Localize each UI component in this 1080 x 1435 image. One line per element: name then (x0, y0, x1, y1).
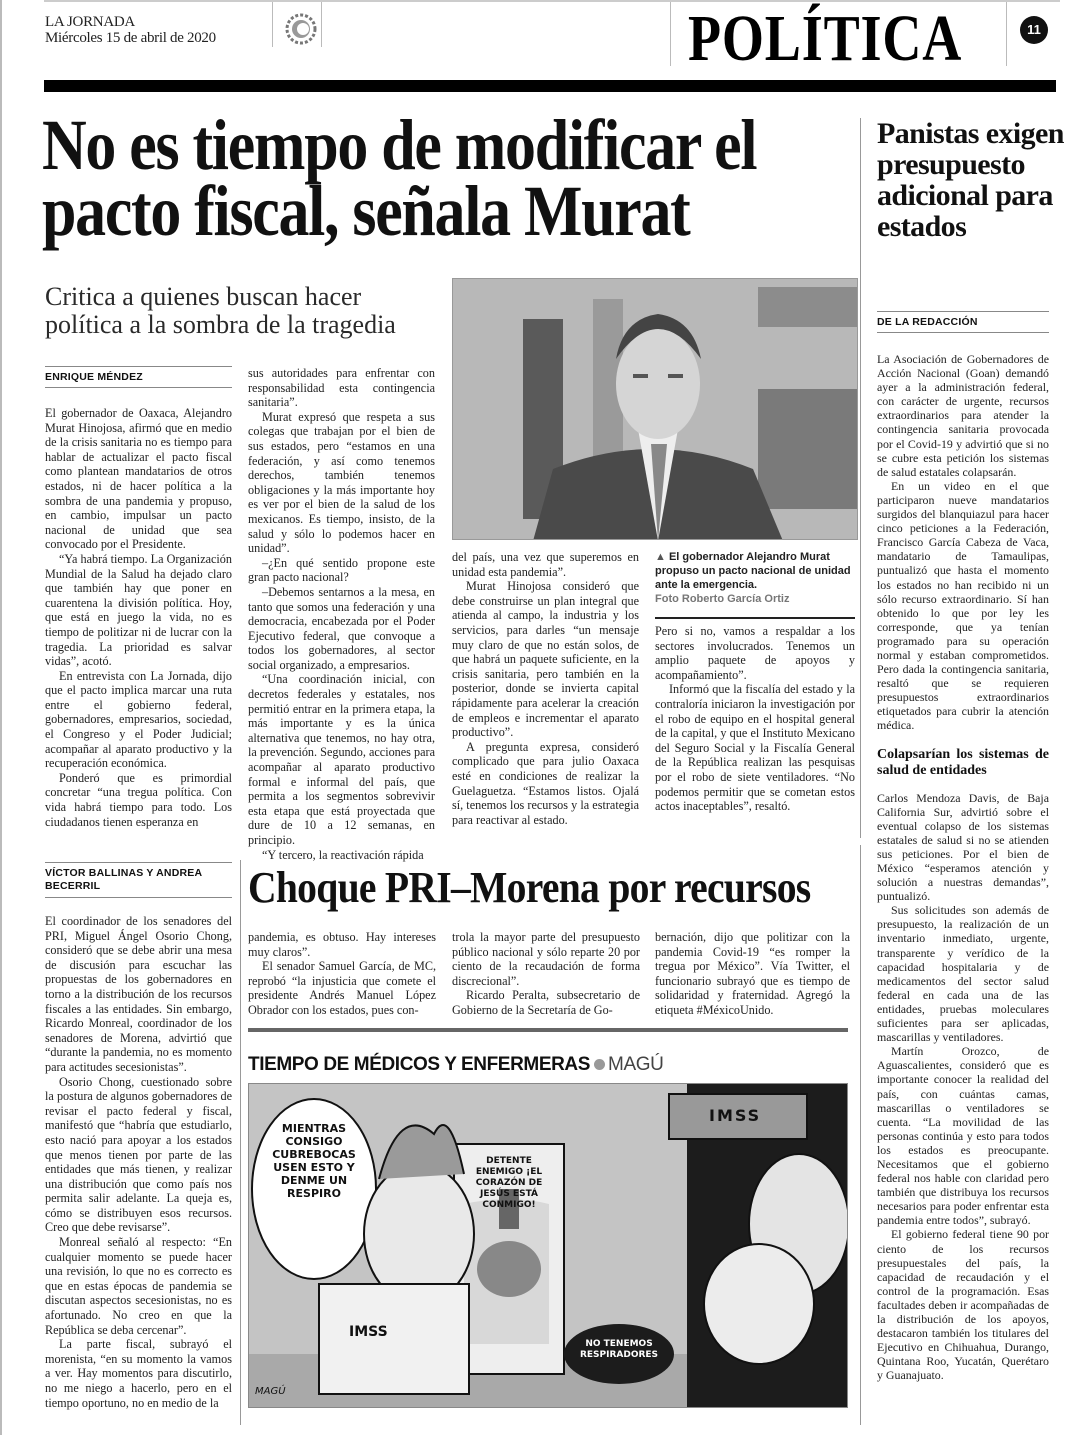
main-column-3 (452, 550, 639, 827)
paragraph: El gobernador de Oaxaca, Alejandro Murat Hinojosa, afirmó que en medio de la crisis sanitaria no es tiempo para hablar de actualizar el pacto fiscal como plantean mandatarios de otros estados, ni de hacer política a la sombra de una pandemia y propuso, en cambio, impulsar un pacto nacional de unidad que sea convocado por el Presidente. (45, 406, 232, 552)
photo-credit: Foto Roberto García Ortiz (655, 593, 790, 605)
paragraph: –Debemos sentarnos a la mesa, en tanto que somos una federación y una democracia, encabezada por el Poder Ejecutivo federal, que convoque a todos los gobernadores, al sector social organizado, a empresarios. (248, 584, 435, 672)
paragraph: La parte fiscal, subrayó el morenista, “en su momento la vamos a ver. Hay momentos para discutirlo, no me niego a hacerlo, pero en el tiempo oportuno, no en medio de la (45, 1337, 232, 1410)
paragraph: “Ya habrá tiempo. La Organización Mundial de la Salud ha dejado claro que también hay que poner en cuarentena la división política. Hoy, que está en juego la vida, no es tiempo de politizar ni de lucrar con la tragedia. La prioridad es salvar vidas”, acotó. (45, 551, 232, 669)
second-column-3 (452, 930, 640, 1018)
paragraph: pandemia, es obtuso. Hay intereses muy claros”. (248, 930, 436, 959)
paragraph: Osorio Chong, cuestionado sobre la postura de algunos gobernadores de revisar el pacto federal y fiscal, manifestó que “habría que estudiarlo, esto nació para apoyar a los estados que menos tienen por parte de las entidades que más tienen, y realizar una distribución que como país nos permita salir adelante. La queja es, cómo se distribuyen esos recursos. Creo que debe revisarse”. (45, 1074, 232, 1235)
masthead-info (45, 14, 216, 46)
speech-bubble-right: NO TENEMOS RESPIRADORES (579, 1339, 659, 1360)
paragraph: Informó que la fiscalía del estado y la contraloría iniciaron la investigación por el robo de equipo en el hospital general de la capital, y que el Instituto Mexicano del Seguro Social y la Fiscalía General de la República realizan las pesquisas por el robo de siete ventiladores. “No podemos permitir que se cometan estos actos inaceptables”, resaltó. (655, 682, 855, 814)
section-title: POLÍTICA (688, 2, 963, 75)
main-headline: No es tiempo de modificar el pacto fiscal, señala Murat (42, 105, 757, 251)
paragraph: En un video en el que participaron nueve mandatarios surgidos del blanquiazul para hacer cinco peticiones a la Federación, Francisco García Cabeza de Vaca, mandatario de Tamaulipas, puntualizó que hasta el momento los estados no han recibido ni un sólo recurso extraordinario. Sí han obtenido lo que por ley les corresponde, que ya tenían programado para su operación normal y estaban comprometidos. Pero dada la contingencia sanitaria, resaltó que se requieren presupuestos extraordinarios etiquetados para cubrir la atención médica. (877, 478, 1049, 733)
paragraph: Murat Hinojosa consideró que debe construirse un plan integral que atienda al campo, la industria y los servicios, para darles “un mensaje muy claro de que no están solos, de que habrá un paquete suficiente, en la crisis sanitaria, pero también en la posterior, donde se invierta capital rápidamente para acelerar la creación de empleos e incrementar el aparato productivo”. (452, 579, 639, 740)
caption-rule (655, 617, 855, 619)
column-divider (240, 860, 241, 1425)
paragraph: Monreal señaló al respecto: “En cualquier momento se puede hacer una revisión, lo que no es correcto es que en estas épocas de pandemia se discutan aspectos secesionistas, no es afortunado. No creo en que la República se deba cercenar”. (45, 1235, 232, 1337)
triangle-up-icon: ▲ (655, 551, 666, 563)
main-column-2 (248, 366, 435, 862)
masthead-bar (44, 80, 1056, 92)
paragraph: bernación, dijo que politizar con la pandemia Covid-19 “es romper la tregua por México”. Vía Twitter, el funcionario subrayó que es tiempo de solidaridad y fraternidad. Agregó la etiqueta #MéxicoUnido. (655, 930, 850, 1017)
masthead-divider (1006, 2, 1007, 66)
side-headline: Panistas exigen presupuesto adicional para estados (877, 117, 1064, 243)
cartoon-title-text: TIEMPO DE MÉDICOS Y ENFERMERAS (248, 1054, 591, 1075)
column-divider (860, 118, 861, 838)
paragraph: –¿En qué sentido propone este gran pacto nacional? (248, 555, 435, 585)
paragraph: “Una coordinación inicial, con decretos federales y estatales, nos permitió entrar en la primera etapa, la más importante y es la única alternativa que tenemos, no hay otra, la prevención. Segundo, acciones para acompañar al aparato productivo formal e informal del país, que permita a los segmentos sobrevivir esta etapa que está proyectada que dure de 10 a 12 semanas, en principio. (248, 672, 435, 847)
paragraph: En entrevista con La Jornada, dijo que el pacto implica marcar una ruta entre el gobierno federal, gobernadores, empresarios, sociedad, el Congreso y el Poder Judicial; acompañar al aparato productivo y la recuperación económica. (45, 668, 232, 771)
side-column-top (877, 352, 1049, 1382)
paragraph: Ricardo Peralta, subsecretario de Gobierno de la Secretaría de Go- (452, 988, 640, 1017)
paragraph: A pregunta expresa, consideró complicado que para julio Oaxaca esté en condiciones de realizar la Guelaguetza. “Estamos listos. Ojalá sí, tenemos los recursos y la estrategia para reactivar al estado. (452, 739, 639, 827)
main-byline: ENRIQUE MÉNDEZ (45, 366, 232, 388)
second-headline: Choque PRI–Morena por recursos (248, 863, 811, 912)
speech-bubble-left: MIENTRAS CONSIGO CUBREBOCAS USEN ESTO Y DENME UN RESPIRO (272, 1122, 356, 1200)
main-column-4 (655, 624, 855, 814)
paragraph: Ponderó que es primordial concretar “una tregua política. Con vida habrá tiempo para todo. Los ciudadanos tienen esperanza en (45, 770, 232, 829)
second-column-2 (248, 930, 436, 1018)
gear-sun-icon (284, 12, 318, 46)
paragraph: Sus solicitudes son además de presupuesto, la realización de un inventario inmediato, urgente, transparente y verídico de la capacidad hospitalaria y de medicamentos del sector salud federal en cada una de las entidades, pruebas moleculares suficientes para ser aplicadas, mascarillas y ventiladores. (877, 903, 1049, 1045)
paragraph: Pero si no, vamos a respaldar a los sectores involucrados. Tenemos un amplio paquete de apoyos y acompañamiento”. (655, 624, 855, 682)
main-column-1 (45, 406, 232, 829)
paragraph: El gobierno federal tiene 90 por ciento de los recursos presupuestales del país, la capacidad de recaudación y el control de la programación. Esas facultades deben ir acompañadas de la distribución de los apoyos, destacaron también los titulares del Ejecutivo en Chihuahua, Durango, Quintana Roo, Yucatán, Querétaro y Guanajuato. (877, 1227, 1049, 1383)
column-divider (860, 845, 861, 1425)
cartoon-rule (248, 1028, 848, 1032)
side-byline: DE LA REDACCIÓN (877, 311, 1049, 333)
paragraph: Murat expresó que respeta a sus colegas que trabajan por el bien de sus estados, pero “estamos en una federación, y así como tenemos derechos, también tenemos obligaciones y la más importante hoy es ver por el bien de la salud de los mexicanos. Es tiempo, insisto, de la salud y sólo lo podemos hacer en unidad”. (248, 409, 435, 556)
coat-label: IMSS (349, 1324, 388, 1340)
second-column-4 (655, 930, 850, 1018)
governor-photo (452, 278, 858, 540)
paragraph: “Y tercero, la reactivación rápida (262, 847, 424, 862)
newspaper-name: LA JORNADA (45, 14, 135, 30)
cartoon-image (248, 1083, 848, 1408)
paragraph: Carlos Mendoza Davis, de Baja California Sur, advirtió sobre el eventual colapso de los sistemas estatales de salud si no se atienden sus peticiones. Por el bien de México “esperamos atención y solución a nuestras demandas”, puntualizó. (877, 790, 1049, 904)
issue-date: Miércoles 15 de abril de 2020 (45, 30, 216, 46)
second-byline: VÍCTOR BALLINAS Y ANDREA BECERRIL (45, 862, 232, 898)
cartoon-author: MAGÚ (608, 1054, 664, 1075)
masthead-divider (321, 2, 322, 47)
banner-text: DETENTE ENEMIGO ¡EL CORAZÓN DE JESÚS ESTÁ CONMIGO! (475, 1156, 543, 1210)
cartoon-signature: MAGÚ (255, 1386, 286, 1397)
side-subheading: Colapsarían los sistemas de salud de entidades (877, 746, 1049, 778)
sign-label: IMSS (709, 1106, 762, 1125)
paragraph: El coordinador de los senadores del PRI, Miguel Ángel Osorio Chong, consideró que se debe abrir una mesa de discusión para escuchar las propuestas de los gobernadores en torno a la distribución de los recursos fiscales a las entidades. Sin embargo, Ricardo Monreal, coordinador de los senadores de Morena, advirtió que “durante la pandemia, no es momento para actitudes secesionistas”. (45, 914, 232, 1074)
masthead-divider (670, 2, 671, 66)
photo-caption (655, 550, 855, 606)
caption-text: El gobernador Alejandro Murat propuso un pacto nacional de unidad ante la emergencia. (655, 551, 851, 591)
paragraph: El senador Samuel García, de MC, reprobó “la injusticia que comete el presidente Andrés Manuel López Obrador con los estados, pues con- (248, 959, 436, 1017)
paragraph: sus autoridades para enfrentar con responsabilidad esta contingencia sanitaria”. (248, 366, 435, 410)
main-subhead: Critica a quienes buscan hacer política a la sombra de la tragedia (45, 282, 396, 339)
page-frame (0, 0, 2, 1435)
cartoon-title (248, 1054, 663, 1076)
bullet-dot-icon (594, 1059, 605, 1070)
second-column-1 (45, 914, 232, 1410)
paragraph: trola la mayor parte del presupuesto público nacional y sólo reparte 20 por ciento de la recaudación de forma discrecional”. (452, 930, 640, 988)
paragraph: del país, una vez que superemos en unidad esta pandemia”. (452, 550, 639, 579)
paragraph: Martín Orozco, de Aguascalientes, consideró que es importante conocer la realidad del país, con cuántas camas, mascarillas o ventiladores se cuenta. “La movilidad de las personas continúa y esto para todos los estados es preocupante. Necesitamos que el gobierno federal nos hable con claridad pero también que distribuya los recursos necesarios para poder enfrentar esta pandemia entre todos”, subrayó. (877, 1044, 1049, 1228)
masthead-divider (272, 2, 273, 47)
page-number: 11 (1020, 16, 1048, 44)
paragraph: La Asociación de Gobernadores de Acción Nacional (Goan) demandó ayer a la administración federal, con carácter de urgente, recursos extraordinarios para atender la contingencia sanitaria provocada por el Covid-19 y advirtió que si no se cubre esta petición los sistemas de salud estatales colapsarán. (877, 352, 1049, 479)
